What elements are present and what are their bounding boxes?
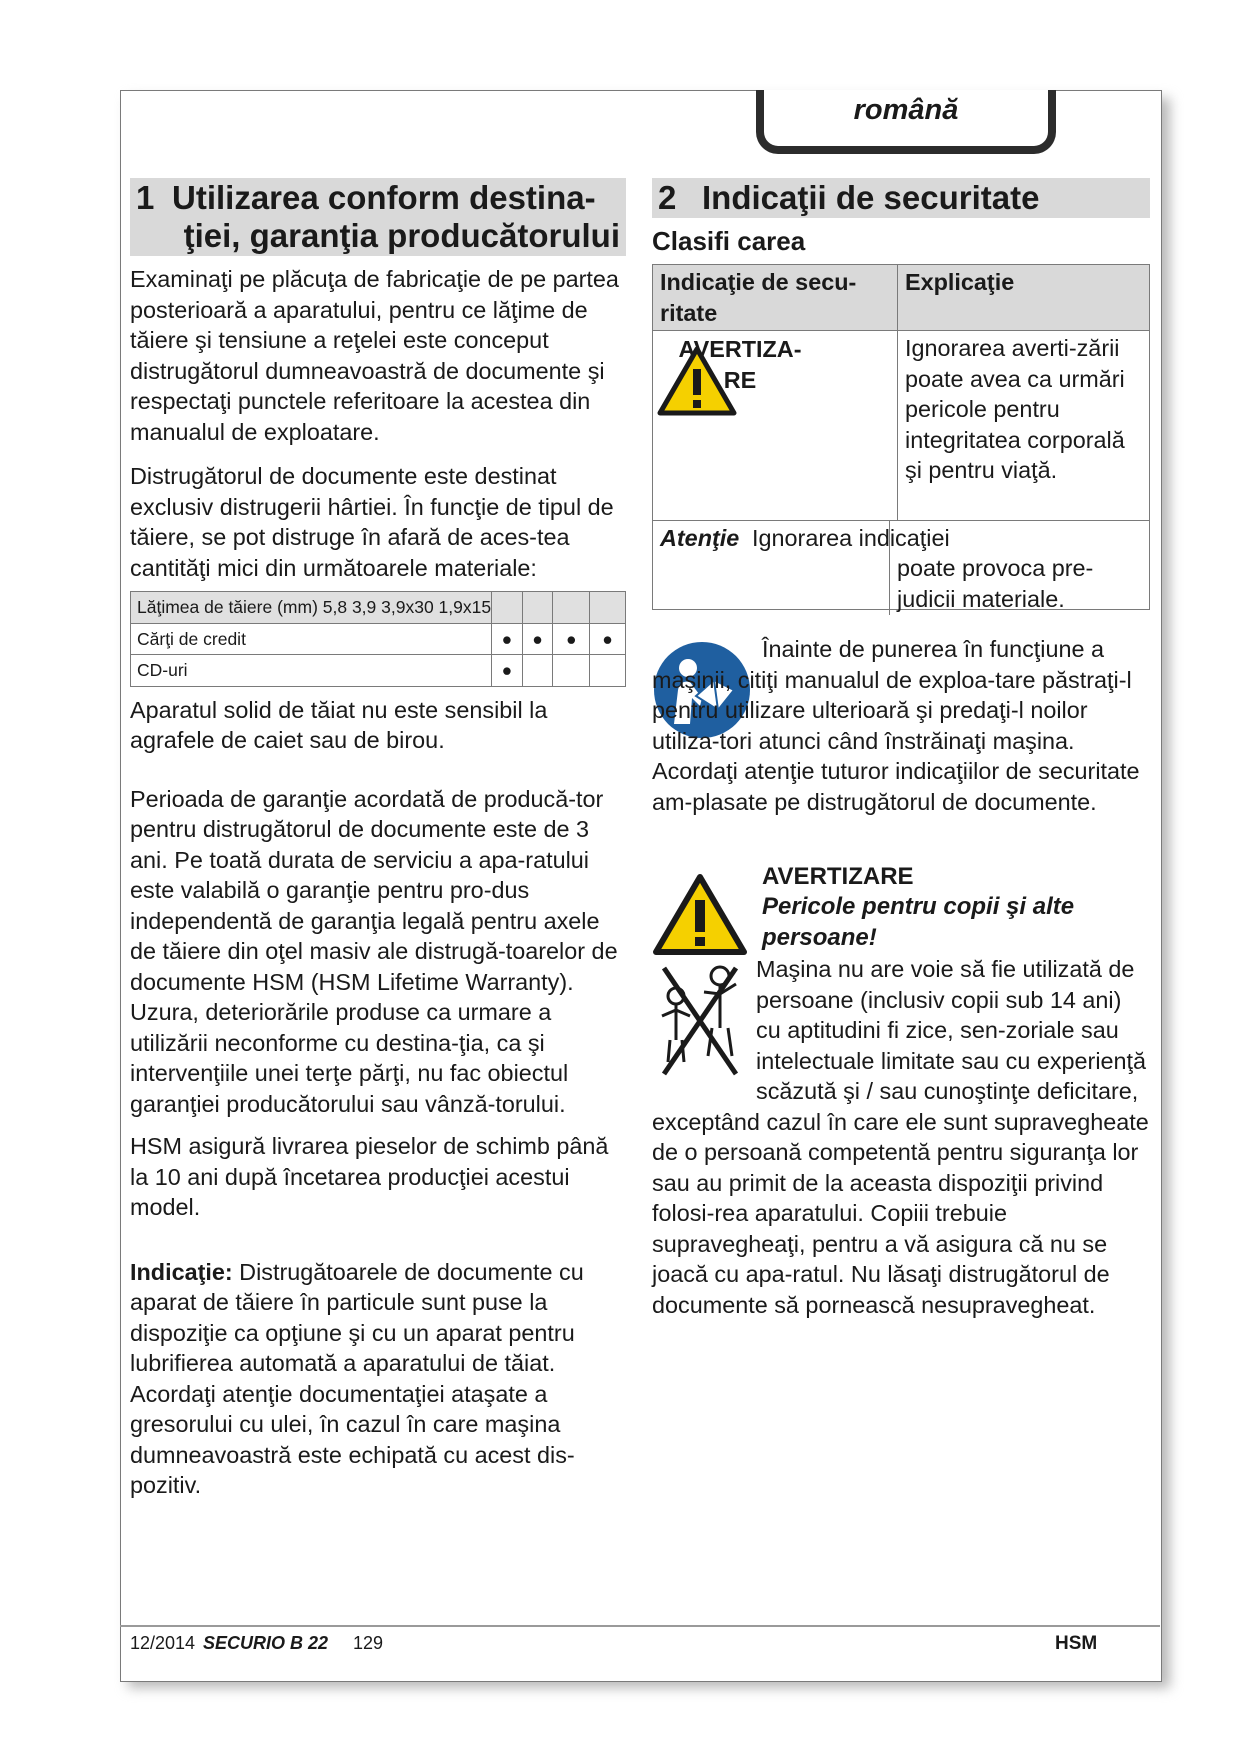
section1-heading bbox=[130, 178, 626, 256]
intro-paragraph: Examinaţi pe plăcuţa de fabricaţie de pe partea posterioară a aparatului, pentru ce lăţime de tăiere şi tensiune a reţelei este conceput distrugătorul dumneavoastră de documente şi respectaţi punctele referitoare la acestea din manualul de exploatare. bbox=[130, 266, 619, 445]
caution-level-label: Atenţie bbox=[660, 525, 740, 551]
footer-rule bbox=[120, 1625, 1160, 1627]
material-credit-cards: Cărţi de credit bbox=[131, 623, 492, 655]
classification-subtitle: Clasifi carea bbox=[652, 226, 806, 256]
warning-body: Maşina nu are voie să fie utilizată de persoane (inclusiv copii sub 14 ani) cu aptitudini fi zice, sen-zoriale sau intelectuale limitate sau cu experienţă scăzută şi / sau cunoştinţe deficitare, exceptând cazul în care ele sunt supravegheate de o persoană competentă pentru siguranţa lor sau au primit de la aceasta dispoziţii privind folosi-rea aparatului. Copiii trebuie supravegheaţi, pentru a vă asigura că nu se joacă cu apa-ratul. Nu lăsaţi distrugătorul de documente să pornească nesupravegheat. bbox=[652, 956, 1149, 1318]
warning-text bbox=[652, 954, 1150, 1320]
section2-title: Indicaţii de securitate bbox=[702, 179, 1040, 216]
col-header-indication: Indicaţie de secu-ritate bbox=[653, 265, 898, 331]
manual-paragraph: Înainte de punerea în funcţiune a maşinii, citiţi manualul de exploa-tare păstraţi-l pentru utilizare ulterioară şi predaţi-l noilor utiliza-tori atunci când înstrăinaţi maşina. Acordaţi atenţie tuturor indicaţiilor de securitate am-plasate pe distrugătorul de documente. bbox=[652, 636, 1140, 815]
section1-title-line1: Utilizarea conform destina- bbox=[172, 179, 596, 216]
safety-classification-table bbox=[652, 264, 1150, 610]
footer-date: 12/2014 bbox=[130, 1633, 196, 1653]
spare-parts-paragraph: HSM asigură livrarea pieselor de schimb până la 10 ani după încetarea producţiei acestui model. bbox=[130, 1133, 609, 1220]
mark: ● bbox=[553, 623, 590, 655]
note-paragraph bbox=[130, 1257, 626, 1501]
language-label: română bbox=[853, 94, 959, 126]
warning-triangle-icon bbox=[652, 872, 748, 958]
language-tab bbox=[756, 90, 1056, 154]
footer-brand-logo: HSM bbox=[1055, 1633, 1098, 1654]
mark: ● bbox=[492, 623, 523, 655]
purpose-paragraph: Distrugătorul de documente este destinat exclusiv distrugerii hârtiei. În funcţie de tipul de tăiere, se pot distruge în afară de aces-tea cantităţi mici din următoarele materiale: bbox=[130, 463, 614, 581]
note-label: Indicaţie: bbox=[130, 1258, 233, 1285]
caution-explanation-start: Ignorarea indicaţiei bbox=[752, 525, 950, 551]
staples-paragraph: Aparatul solid de tăiat nu este sensibil la agrafele de caiet sau de birou. bbox=[130, 696, 548, 753]
warning-level-label: AVERTIZA-RE bbox=[678, 336, 802, 393]
material-cds: CD-uri bbox=[131, 655, 492, 687]
col-header-explanation: Explicaţie bbox=[898, 265, 1150, 331]
mark: ● bbox=[522, 623, 553, 655]
note-text: Distrugătoarele de documente cu aparat de tăiere în particule sunt puse la dispoziţie ca opţiune şi cu un aparat pentru lubrifierea automată a aparatului de tăiat. Acordaţi atenţie documentaţiei ataşate a gresorului cu ulei, în cazul în care maşina dumneavoastră este echipată cu acest dis-pozitiv. bbox=[130, 1258, 584, 1498]
section2-heading bbox=[652, 178, 1150, 218]
caution-explanation-end: poate provoca pre-judicii materiale. bbox=[897, 555, 1094, 612]
warranty-paragraph: Perioada de garanţie acordată de producă-tor pentru distrugătorul de documente este de 3 ani. Pe toată durata de serviciu a apa-ratului este valabilă o garanţie pentru pro-dus independentă de garanţia legală pentru axele de tăiere din oţel masiv ale distrugă-toarelor de documente HSM (HSM Lifetime Warranty). Uzura, deteriorările produse ca urmare a utilizării neconforme cu destina-ţia, ca şi intervenţiile unei terţe părţi, nu fac obiectul garanţiei producătorului sau vânză-torului. bbox=[130, 785, 618, 1117]
mark: ● bbox=[492, 655, 523, 687]
cut-width-header: Lăţimea de tăiere (mm) 5,8 3,9 3,9x30 1,9x15 bbox=[131, 592, 492, 624]
mark bbox=[553, 655, 590, 687]
warning-title: AVERTIZARE bbox=[762, 863, 914, 890]
material-table bbox=[130, 591, 626, 687]
section1-body bbox=[130, 264, 626, 1501]
section1-number: 1 bbox=[136, 179, 155, 216]
warning-subtitle: Pericole pentru copii şi alte persoane! bbox=[762, 893, 1075, 951]
mark: ● bbox=[590, 623, 626, 655]
mark bbox=[522, 655, 553, 687]
warning-explanation: Ignorarea averti-zării poate avea ca urmări pericole pentru integritatea corporală şi pentru viaţă. bbox=[898, 331, 1150, 521]
mark bbox=[590, 655, 626, 687]
footer-page-number: 129 bbox=[353, 1633, 384, 1653]
footer-model: SECURIO B 22 bbox=[203, 1633, 329, 1653]
section2-number: 2 bbox=[658, 179, 677, 216]
section1-title-line2: ţiei, garanţia producătorului bbox=[183, 217, 620, 254]
